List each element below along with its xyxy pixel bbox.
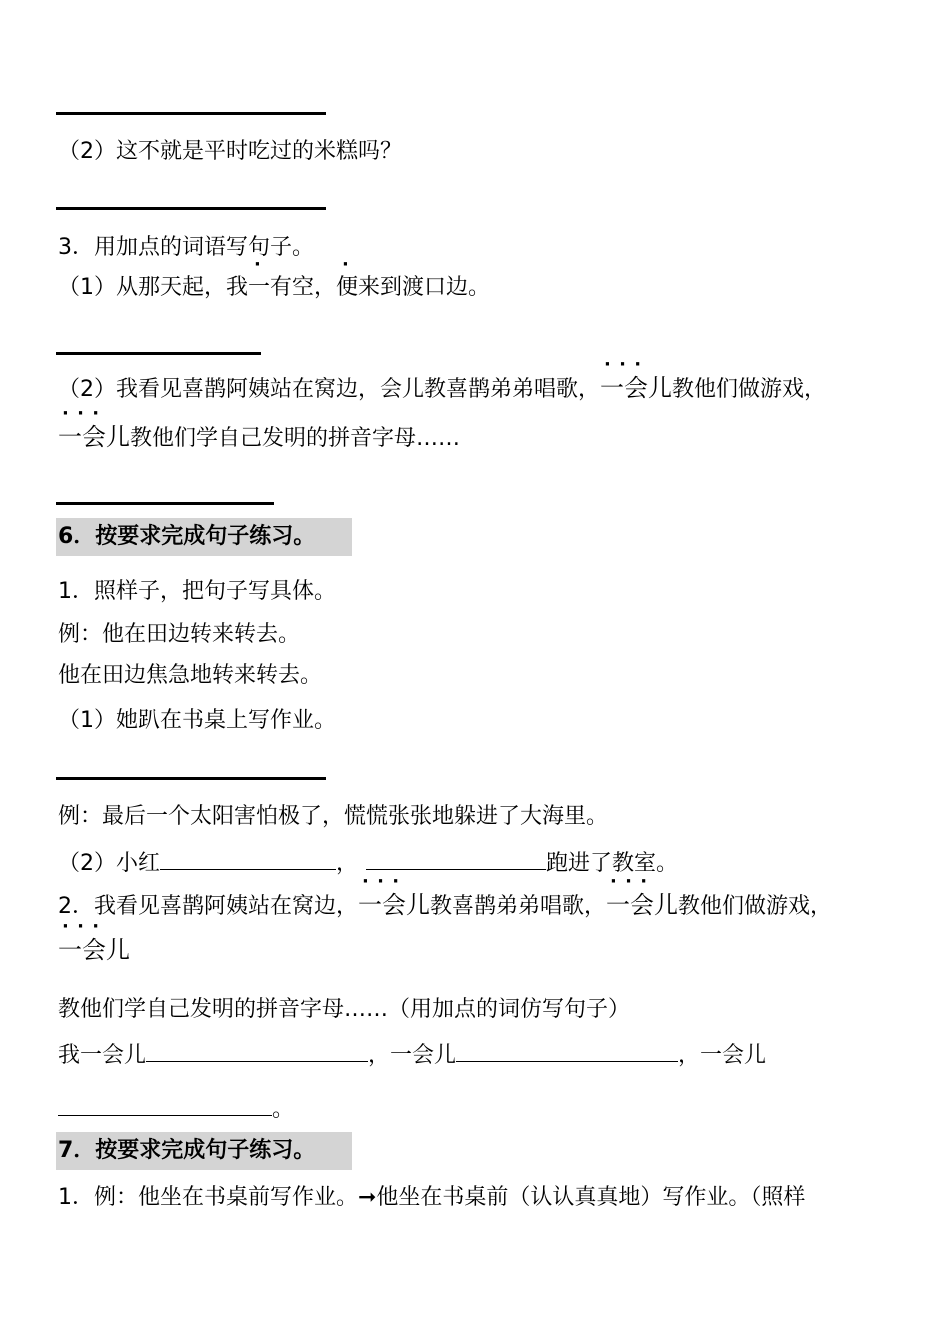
- dotted-word: · · · 一会儿: [58, 936, 130, 964]
- text-fragment: 教他们学自己发明的拼音字母……: [130, 426, 461, 451]
- text-line: [58, 374, 826, 404]
- answer-line[interactable]: [56, 112, 326, 115]
- text-line: 3．用加点的词语写句子。: [58, 235, 314, 260]
- text-fragment: （1）从那天起，我: [58, 275, 248, 300]
- text-line: [58, 891, 832, 921]
- text-line: 他在田边焦急地转来转去。: [58, 663, 323, 688]
- answer-line[interactable]: [56, 352, 261, 355]
- text-fragment: 教他们做游戏，: [672, 377, 827, 402]
- dotted-word: · · · 一会儿: [600, 374, 672, 402]
- text-fragment: 跑进了教室。: [546, 851, 679, 876]
- text-fragment: ，一会儿: [678, 1043, 767, 1068]
- dotted-word: · · · 一会儿: [358, 891, 430, 919]
- dotted-word: 一: [248, 275, 271, 300]
- fill-blank[interactable]: [456, 1041, 678, 1062]
- text-line: [58, 936, 130, 966]
- text-line: [58, 1095, 294, 1124]
- answer-line[interactable]: [56, 502, 274, 505]
- text-fragment: 2．我看见喜鹊阿姨站在窝边，: [58, 894, 358, 919]
- fill-blank[interactable]: [58, 1095, 272, 1116]
- fill-blank[interactable]: [146, 1041, 368, 1062]
- text-fragment: 有空，: [270, 275, 337, 300]
- text-line: [58, 423, 460, 453]
- text-fragment: 来到渡口边。: [358, 275, 491, 300]
- text-fragment: 。: [272, 1097, 295, 1122]
- answer-line[interactable]: [56, 207, 326, 210]
- text-line: 例：他在田边转来转去。: [58, 622, 301, 647]
- text-fragment: ，: [336, 851, 359, 876]
- dotted-word: · · · 一会儿: [58, 423, 130, 451]
- fill-blank[interactable]: [366, 849, 546, 870]
- text-fragment: （2）我看见喜鹊阿姨站在窝边，会儿教喜鹊弟弟唱歌，: [58, 377, 600, 402]
- dotted-word: · · · 一会儿: [606, 891, 678, 919]
- text-line: 例：最后一个太阳害怕极了，慌慌张张地躲进了大海里。: [58, 804, 609, 829]
- text-line: （2）这不就是平时吃过的米糕吗？: [58, 139, 402, 164]
- text-line: 1．例：他坐在书桌前写作业。➞他坐在书桌前（认认真真地）写作业。（照样: [58, 1185, 806, 1210]
- text-line: （1）她趴在书桌上写作业。: [58, 708, 336, 733]
- text-line: [58, 1041, 766, 1070]
- dotted-word: 便: [336, 275, 359, 300]
- text-line: [58, 274, 490, 302]
- section-heading-7: 7．按要求完成句子练习。: [56, 1132, 352, 1170]
- text-line: 1．照样子，把句子写具体。: [58, 579, 336, 604]
- text-fragment: 我一会儿: [58, 1043, 147, 1068]
- text-fragment: 教喜鹊弟弟唱歌，: [430, 894, 607, 919]
- section-heading-6: 6．按要求完成句子练习。: [56, 518, 352, 556]
- text-fragment: （2）小红: [58, 851, 160, 876]
- text-fragment: 教他们做游戏，: [678, 894, 833, 919]
- answer-line[interactable]: [56, 777, 326, 780]
- fill-blank[interactable]: [160, 849, 336, 870]
- text-fragment: ，一会儿: [368, 1043, 457, 1068]
- text-line: 教他们学自己发明的拼音字母……（用加点的词仿写句子）: [58, 997, 631, 1022]
